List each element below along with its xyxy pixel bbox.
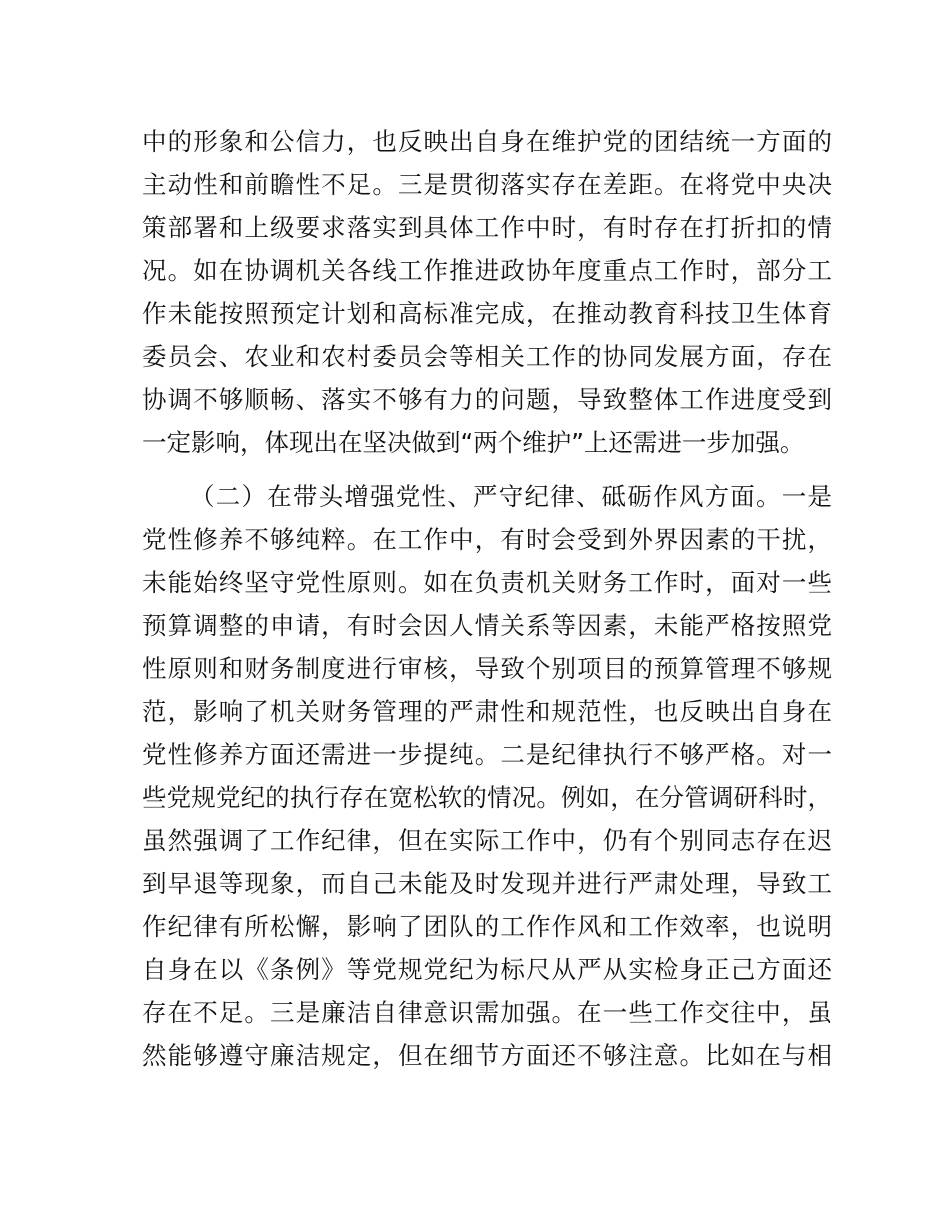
paragraph-1 [142, 120, 832, 464]
paragraph-line: 自身在以《条例》等党规党纪为标尺从严从实检身正己方面还 [142, 955, 832, 984]
paragraph-line: 作纪律有所松懈，影响了团队的工作作风和工作效率，也说明 [142, 912, 832, 941]
paragraph-line: 预算调整的申请，有时会因人情关系等因素，未能严格按照党 [142, 611, 832, 640]
paragraph-line: 到早退等现象，而自己未能及时发现并进行严肃处理，导致工 [142, 869, 832, 898]
paragraph-line: 委员会、农业和农村委员会等相关工作的协同发展方面，存在 [142, 342, 832, 371]
paragraph-line: 些党规党纪的执行存在宽松软的情况。例如，在分管调研科时， [142, 783, 832, 812]
paragraph-line: 然能够遵守廉洁规定，但在细节方面还不够注意。比如在与相 [142, 1041, 832, 1070]
paragraph-line: 作未能按照预定计划和高标准完成，在推动教育科技卫生体育 [142, 299, 832, 328]
paragraph-line: 存在不足。三是廉洁自律意识需加强。在一些工作交往中，虽 [142, 998, 832, 1027]
paragraph-line: 况。如在协调机关各线工作推进政协年度重点工作时，部分工 [142, 256, 832, 285]
paragraph-line: 主动性和前瞻性不足。三是贯彻落实存在差距。在将党中央决 [142, 170, 832, 199]
paragraph-line: 党性修养不够纯粹。在工作中，有时会受到外界因素的干扰， [142, 525, 832, 554]
paragraph-line: 策部署和上级要求落实到具体工作中时，有时存在打折扣的情 [142, 213, 832, 242]
paragraph-line: 未能始终坚守党性原则。如在负责机关财务工作时，面对一些 [142, 568, 832, 597]
paragraph-line: 党性修养方面还需进一步提纯。二是纪律执行不够严格。对一 [142, 740, 832, 769]
paragraph-line: 中的形象和公信力，也反映出自身在维护党的团结统一方面的 [142, 127, 832, 156]
paragraph-line: （二）在带头增强党性、严守纪律、砥砺作风方面。一是 [190, 482, 832, 511]
paragraph-line: 范，影响了机关财务管理的严肃性和规范性，也反映出自身在 [142, 697, 832, 726]
paragraph-line: 协调不够顺畅、落实不够有力的问题，导致整体工作进度受到 [142, 385, 832, 414]
paragraph-line: 一定影响，体现出在坚决做到“两个维护”上还需进一步加强。 [142, 428, 805, 457]
paragraph-2 [142, 475, 832, 1077]
paragraph-line: 虽然强调了工作纪律，但在实际工作中，仍有个别同志存在迟 [142, 826, 832, 855]
paragraph-line: 性原则和财务制度进行审核，导致个别项目的预算管理不够规 [142, 654, 832, 683]
